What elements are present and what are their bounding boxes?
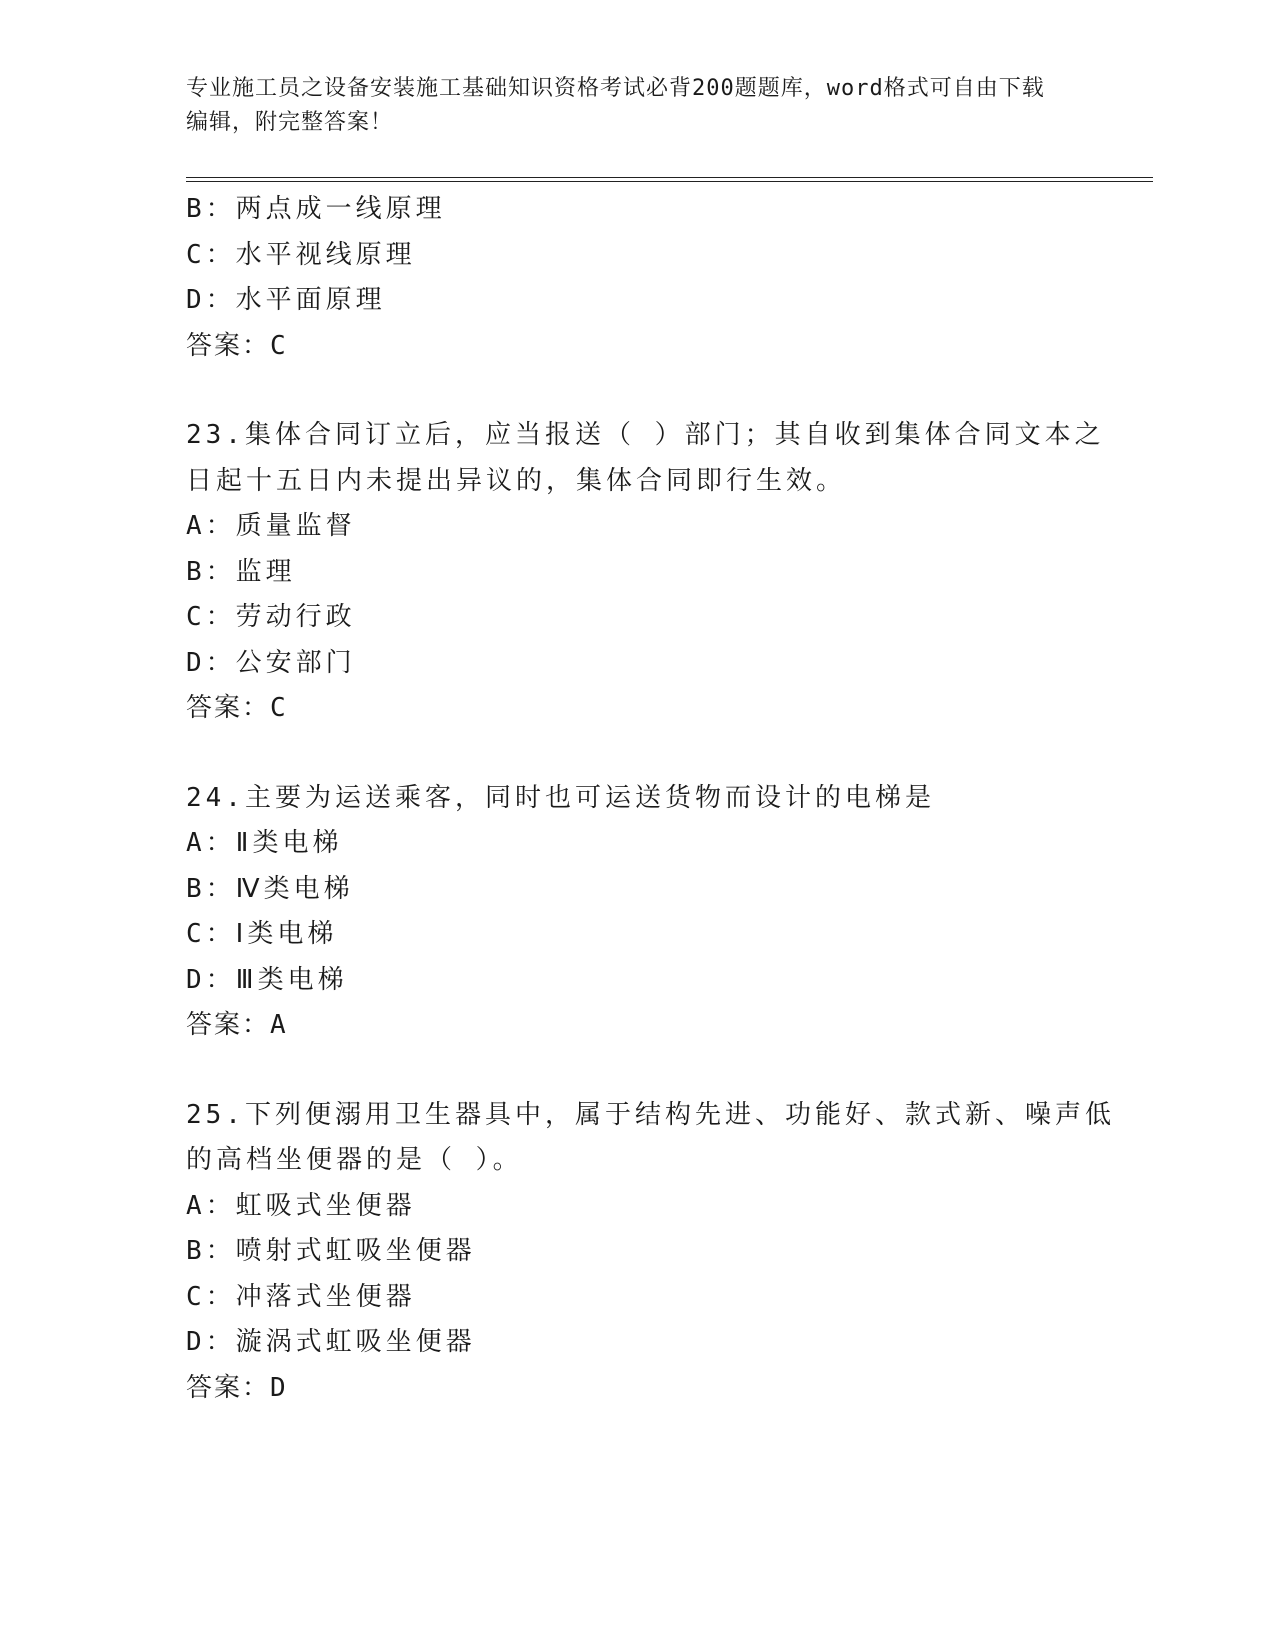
header-double-rule — [186, 177, 1153, 182]
option-d: D：水平面原理 — [186, 285, 386, 315]
option-d: D：Ⅲ类电梯 — [186, 964, 348, 995]
answer-line — [186, 324, 1086, 370]
option-a: A：虹吸式坐便器 — [186, 1190, 416, 1221]
option-c: C：Ⅰ类电梯 — [186, 919, 338, 949]
option-a: A：Ⅱ类电梯 — [186, 828, 343, 858]
option-b: B：监理 — [186, 556, 296, 587]
question-25 — [186, 1093, 1115, 1412]
question-stem-line-1: 24.主要为运送乘客，同时也可运送货物而设计的电梯是 — [186, 782, 935, 813]
answer-value: C — [270, 330, 286, 361]
answer-line — [186, 1003, 1086, 1049]
option-a: A：质量监督 — [186, 511, 356, 541]
answer-line — [186, 1366, 1086, 1412]
document-header — [186, 72, 1066, 140]
answer-label: 答案： — [186, 693, 271, 723]
question-list — [186, 187, 1115, 1411]
answer-line — [186, 686, 1086, 732]
answer-value: D — [270, 1372, 286, 1403]
option-d: D：公安部门 — [186, 647, 356, 678]
answer-label: 答案： — [186, 1010, 271, 1040]
answer-label: 答案： — [186, 330, 271, 361]
option-c: C：冲落式坐便器 — [186, 1281, 416, 1312]
question-stem-line-1: 23.集体合同订立后，应当报送（ ）部门；其自收到集体合同文本之 — [186, 420, 1105, 450]
option-c: C：劳动行政 — [186, 602, 356, 632]
option-b: B：喷射式虹吸坐便器 — [186, 1236, 476, 1266]
question-stem-line-1: 25.下列便溺用卫生器具中，属于结构先进、功能好、款式新、噪声低 — [186, 1099, 1115, 1130]
answer-value: A — [270, 1010, 286, 1040]
question-23 — [186, 413, 1105, 732]
question-24 — [186, 776, 1086, 1049]
question-22-continued — [186, 187, 1086, 369]
option-b: B：Ⅳ类电梯 — [186, 873, 354, 904]
answer-label: 答案： — [186, 1372, 271, 1403]
option-b: B：两点成一线原理 — [186, 194, 446, 224]
question-stem-line-2: 的高档坐便器的是（ ）。 — [186, 1145, 523, 1175]
answer-value: C — [270, 693, 286, 723]
question-stem-line-2: 日起十五日内未提出异议的，集体合同即行生效。 — [186, 465, 847, 496]
header-text: 专业施工员之设备安装施工基础知识资格考试必背200题题库，word格式可自由下载编辑，附完整答案！ — [186, 76, 1045, 135]
option-d: D：漩涡式虹吸坐便器 — [186, 1327, 476, 1357]
option-c: C：水平视线原理 — [186, 239, 416, 270]
